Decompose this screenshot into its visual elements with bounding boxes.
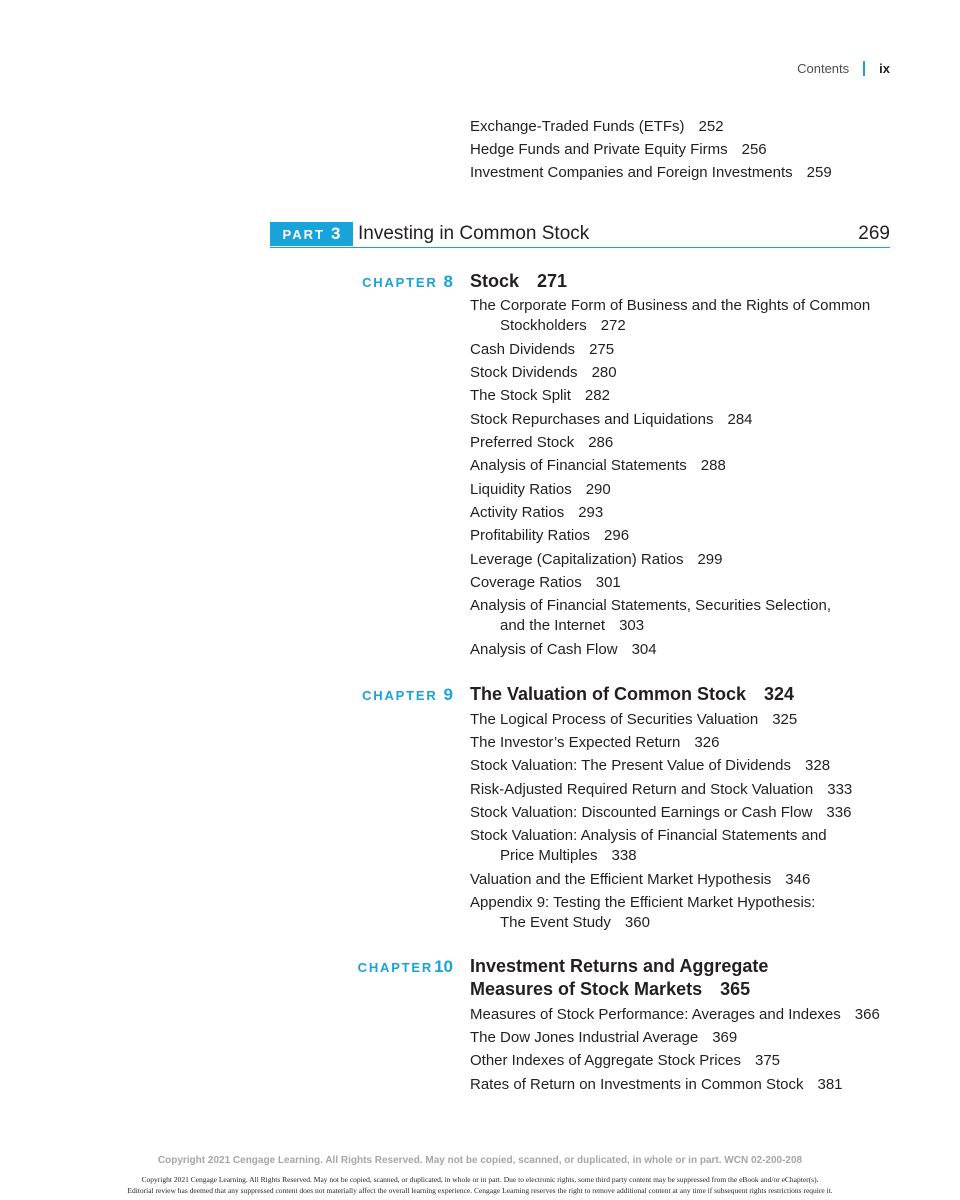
chapter-page: 324 xyxy=(764,684,795,704)
toc-entry-title: Hedge Funds and Private Equity Firms xyxy=(470,141,728,158)
toc-entry-page: 282 xyxy=(584,387,610,404)
toc-entry xyxy=(470,503,603,523)
running-header-section: Contents xyxy=(797,60,850,76)
toc-entry xyxy=(470,140,767,160)
toc-entry-title: Appendix 9: Testing the Efficient Market Hypothesis: xyxy=(470,894,816,911)
toc-entry-title: Liquidity Ratios xyxy=(470,481,572,498)
copyright-notice-line: Editorial review has deemed that any suppressed content does not materially affect the overall learning experience. Cengage Learning reserves the right to remove additional content at any time if subsequent rights restrictions require it. xyxy=(127,1186,833,1195)
toc-entry-page: 299 xyxy=(697,551,723,568)
toc-entry xyxy=(470,573,621,593)
part-banner xyxy=(270,222,890,248)
chapter-number: 8 xyxy=(443,272,453,291)
copyright-notice-line: Copyright 2021 Cengage Learning. All Rights Reserved. May not be copied, scanned, or duplicated, in whole or in part. Due to electronic rights, some third party content may be suppressed from the eBook and/or eChapter(s). xyxy=(141,1175,819,1184)
toc-entry-page: 338 xyxy=(611,847,637,864)
toc-entry-title: Stock Valuation: Discounted Earnings or Cash Flow xyxy=(470,804,813,821)
chapter-word: CHAPTER xyxy=(362,275,438,290)
toc-entry-page: 296 xyxy=(604,527,630,544)
toc-entry-title: Risk-Adjusted Required Return and Stock Valuation xyxy=(470,781,814,798)
toc-entry-page: 360 xyxy=(624,914,650,931)
toc-entry xyxy=(470,1075,843,1095)
running-header xyxy=(797,59,890,77)
toc-entry-page: 293 xyxy=(578,504,604,521)
toc-entry-title: Stock Repurchases and Liquidations xyxy=(470,411,714,428)
chapter-title-text: The Valuation of Common Stock xyxy=(470,684,747,704)
toc-entry xyxy=(470,363,617,383)
toc-entry xyxy=(470,550,722,570)
toc-entry xyxy=(470,526,629,546)
toc-entry-page: 284 xyxy=(727,411,753,428)
chapter-label xyxy=(353,957,453,977)
toc-entry-title-cont: Price Multiples xyxy=(500,847,598,864)
toc-entry-page: 288 xyxy=(700,457,726,474)
toc-entry-page: 272 xyxy=(600,317,626,334)
toc-entry xyxy=(470,803,851,823)
toc-entry-title: Analysis of Financial Statements xyxy=(470,457,687,474)
toc-entry-page: 325 xyxy=(772,711,798,728)
toc-entry-title-cont: Stockholders xyxy=(500,317,587,334)
toc-entry xyxy=(470,1051,780,1071)
toc-entry xyxy=(470,410,753,430)
toc-entry-title-cont: The Event Study xyxy=(500,914,611,931)
part-number: 3 xyxy=(330,224,341,243)
toc-entry-title: Exchange-Traded Funds (ETFs) xyxy=(470,118,685,135)
toc-entry-page: 286 xyxy=(588,434,614,451)
part-tag xyxy=(270,222,353,246)
part-page: 269 xyxy=(858,223,890,244)
toc-entry-page: 326 xyxy=(694,734,720,751)
toc-entry-page: 346 xyxy=(785,871,811,888)
toc-entry xyxy=(470,386,610,406)
chapter-page: 271 xyxy=(537,271,568,291)
chapter-label xyxy=(353,272,453,292)
toc-entry-title: The Stock Split xyxy=(470,387,571,404)
chapter-word: CHAPTER xyxy=(357,960,434,975)
toc-entry-title: Profitability Ratios xyxy=(470,527,591,544)
toc-entry-title: Measures of Stock Performance: Averages and Indexes xyxy=(470,1006,841,1023)
toc-entry xyxy=(470,893,815,933)
toc-entry-title: Activity Ratios xyxy=(470,504,565,521)
toc-entry xyxy=(470,780,852,800)
toc-entry-page: 375 xyxy=(754,1052,781,1069)
toc-entry-title: Preferred Stock xyxy=(470,434,575,451)
toc-entry-page: 301 xyxy=(595,574,621,591)
toc-entry xyxy=(470,163,832,183)
toc-entry-page: 381 xyxy=(817,1076,843,1093)
chapter-title xyxy=(470,270,567,293)
toc-entry xyxy=(470,1005,880,1025)
toc-entry-title: Stock Dividends xyxy=(470,364,578,381)
header-divider xyxy=(863,61,865,76)
toc-entry-title: Coverage Ratios xyxy=(470,574,582,591)
toc-entry xyxy=(470,710,797,730)
toc-entry-title: The Corporate Form of Business and the Rights of Common xyxy=(470,297,871,314)
toc-entry-title: The Logical Process of Securities Valuation xyxy=(470,711,759,728)
page-number: ix xyxy=(879,60,890,76)
toc-entry xyxy=(470,433,613,453)
toc-entry-page: 280 xyxy=(591,364,617,381)
toc-entry-page: 252 xyxy=(698,118,724,135)
toc-entry xyxy=(470,870,810,890)
chapter-number: 10 xyxy=(434,957,453,976)
toc-entry-title: Analysis of Financial Statements, Securities Selection, xyxy=(470,597,832,614)
toc-entry-page: 290 xyxy=(585,481,611,498)
chapter-word: CHAPTER xyxy=(362,688,438,703)
toc-entry-title: The Dow Jones Industrial Average xyxy=(470,1029,699,1046)
toc-entry-page: 275 xyxy=(589,341,615,358)
toc-entry xyxy=(470,596,831,636)
toc-entry-page: 333 xyxy=(827,781,853,798)
toc-entry-title-cont: and the Internet xyxy=(500,617,606,634)
toc-entry-title: Other Indexes of Aggregate Stock Prices xyxy=(470,1052,741,1069)
toc-entry-title: Rates of Return on Investments in Common Stock xyxy=(470,1076,804,1093)
toc-entry-page: 328 xyxy=(805,757,831,774)
chapter-page: 365 xyxy=(720,979,751,999)
chapter-label xyxy=(353,685,453,705)
toc-entry xyxy=(470,456,726,476)
part-label: PART xyxy=(282,226,325,242)
chapter-title xyxy=(470,683,794,706)
toc-entry-title: Leverage (Capitalization) Ratios xyxy=(470,551,684,568)
toc-entry-title: Investment Companies and Foreign Investments xyxy=(470,164,793,181)
toc-entry-title: Analysis of Cash Flow xyxy=(470,641,618,658)
copyright-watermark: Copyright 2021 Cengage Learning. All Rights Reserved. May not be copied, scanned, or duplicated, in whole or in part. WCN 02-200-208 xyxy=(157,1155,803,1166)
toc-entry-title: Stock Valuation: Analysis of Financial Statements and xyxy=(470,827,827,844)
toc-entry-page: 303 xyxy=(619,617,645,634)
toc-entry xyxy=(470,117,724,137)
toc-entry-page: 366 xyxy=(854,1006,880,1023)
toc-entry-page: 336 xyxy=(826,804,852,821)
chapter-number: 9 xyxy=(443,685,453,704)
toc-entry xyxy=(470,296,870,336)
part-title: Investing in Common Stock xyxy=(358,223,590,244)
toc-entry xyxy=(470,733,719,753)
copyright-notice xyxy=(0,1174,960,1196)
chapter-title-text-cont: Measures of Stock Markets xyxy=(470,979,703,999)
toc-entry-page: 259 xyxy=(806,164,832,181)
chapter-title-text: Investment Returns and Aggregate xyxy=(470,956,769,976)
toc-entry xyxy=(470,340,614,360)
toc-entry-page: 304 xyxy=(631,641,657,658)
chapter-title-text: Stock xyxy=(470,271,520,291)
toc-entry xyxy=(470,1028,737,1048)
chapter-title xyxy=(470,955,768,1001)
toc-entry xyxy=(470,756,830,776)
toc-entry-title: Valuation and the Efficient Market Hypothesis xyxy=(470,871,772,888)
toc-entry xyxy=(470,640,657,660)
toc-entry-page: 369 xyxy=(712,1029,738,1046)
toc-entry-title: The Investor’s Expected Return xyxy=(470,734,681,751)
toc-entry xyxy=(470,826,827,866)
toc-entry xyxy=(470,480,611,500)
toc-entry-title: Stock Valuation: The Present Value of Dividends xyxy=(470,757,792,774)
toc-entry-title: Cash Dividends xyxy=(470,341,576,358)
toc-entry-page: 256 xyxy=(741,141,767,158)
